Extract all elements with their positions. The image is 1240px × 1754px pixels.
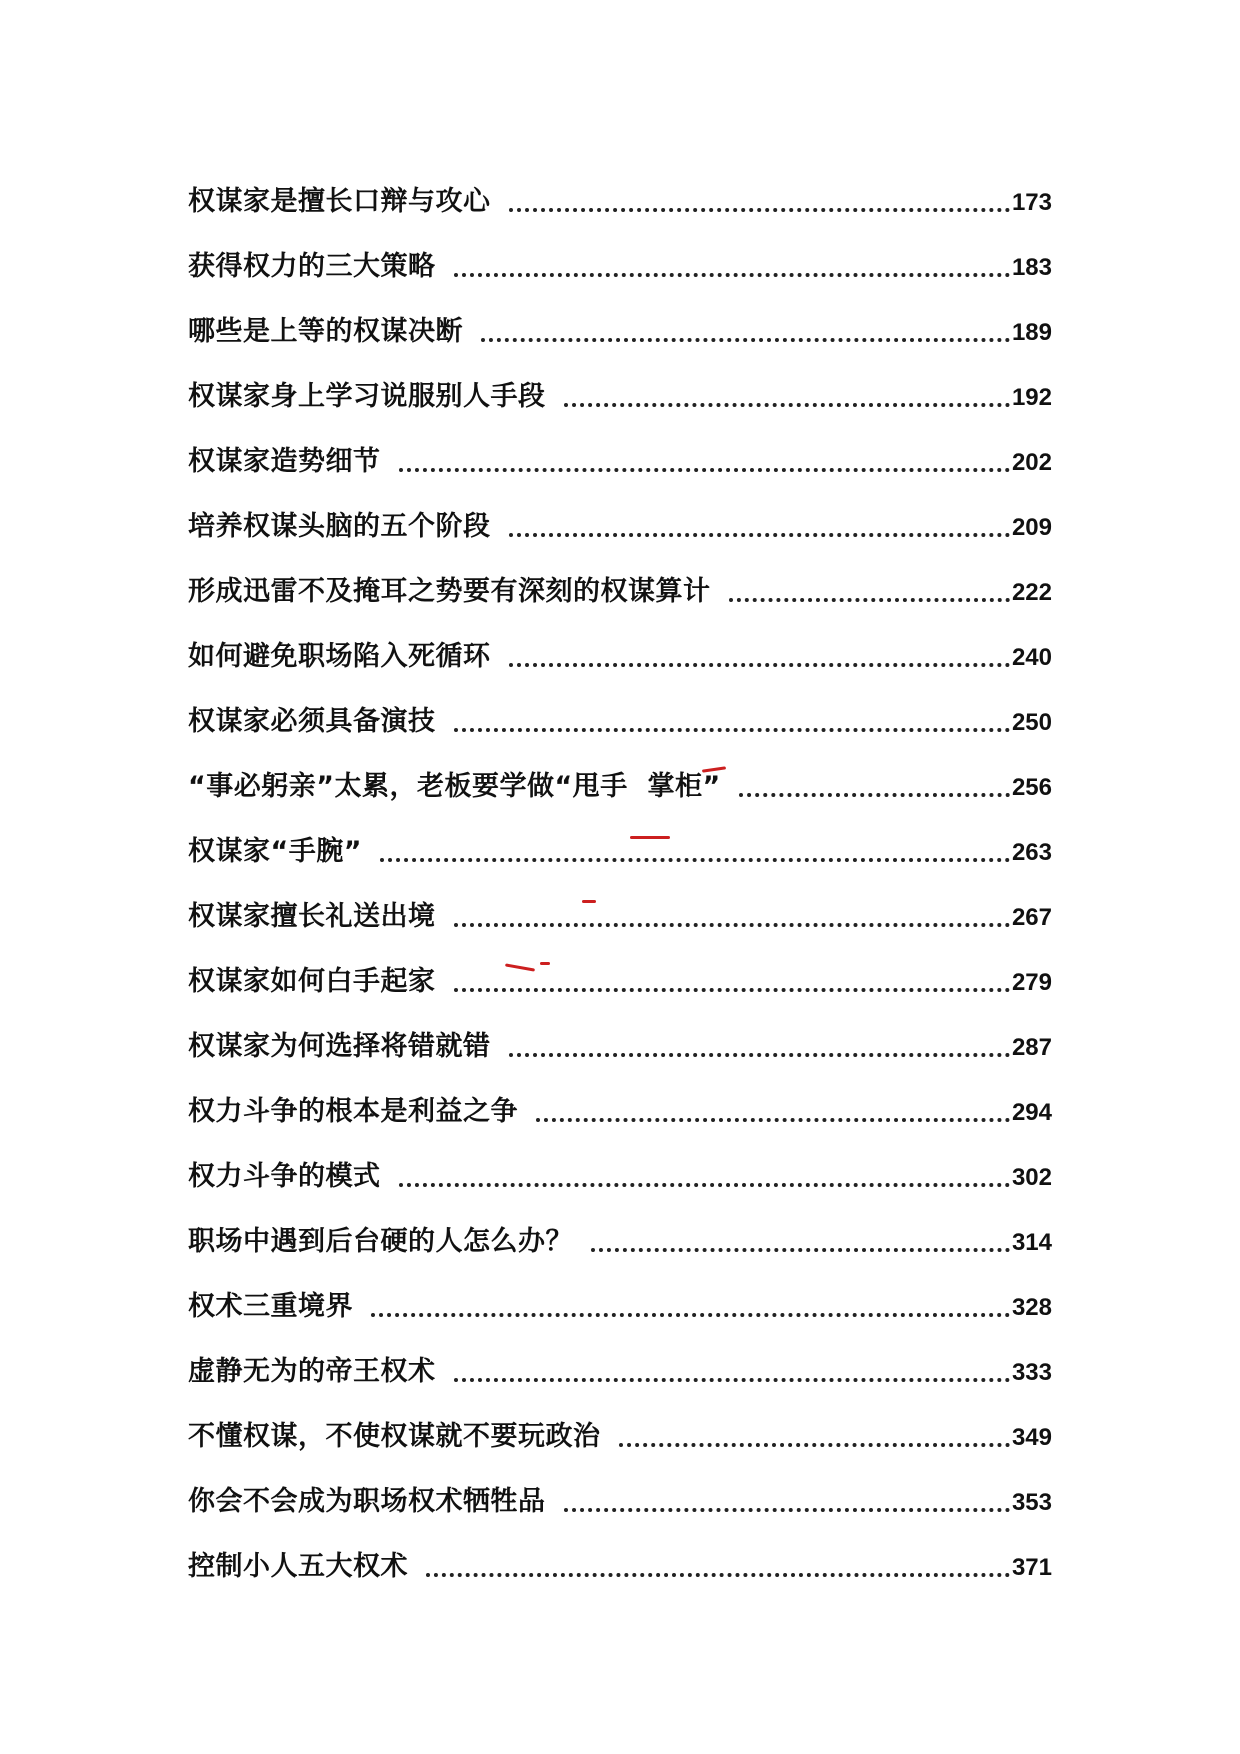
toc-entry[interactable] bbox=[188, 225, 1052, 290]
red-scan-mark bbox=[630, 836, 670, 839]
toc-entry[interactable] bbox=[188, 1525, 1052, 1590]
toc-entry-page: 173 bbox=[1011, 189, 1052, 216]
toc-dot-leader bbox=[454, 1378, 1010, 1382]
toc-dot-leader bbox=[454, 988, 1010, 992]
toc-entry-title: 权谋家是擅长口辩与攻心 bbox=[188, 186, 491, 217]
toc-entry-page: 287 bbox=[1011, 1034, 1052, 1061]
red-scan-mark bbox=[582, 900, 596, 903]
toc-entry-page: 328 bbox=[1011, 1294, 1052, 1321]
toc-dot-leader bbox=[380, 858, 1010, 862]
toc-entry-page: 294 bbox=[1011, 1099, 1052, 1126]
toc-entry-title: 虚静无为的帝王权术 bbox=[188, 1356, 436, 1387]
toc-dot-leader bbox=[399, 1183, 1010, 1187]
table-of-contents bbox=[188, 160, 1052, 1590]
toc-entry-title: 形成迅雷不及掩耳之势要有深刻的权谋算计 bbox=[188, 576, 711, 607]
toc-entry[interactable] bbox=[188, 940, 1052, 1005]
toc-entry-page: 263 bbox=[1011, 839, 1052, 866]
toc-entry-page: 256 bbox=[1011, 774, 1052, 801]
toc-entry-title: 权谋家“手腕” bbox=[188, 836, 362, 867]
toc-dot-leader bbox=[564, 1508, 1010, 1512]
toc-entry-title: “事必躬亲”太累，老板要学做“甩手 掌柜” bbox=[188, 771, 721, 802]
toc-dot-leader bbox=[509, 1053, 1010, 1057]
toc-entry-title: 权谋家身上学习说服别人手段 bbox=[188, 381, 546, 412]
toc-entry[interactable] bbox=[188, 420, 1052, 485]
toc-entry[interactable] bbox=[188, 355, 1052, 420]
toc-entry[interactable] bbox=[188, 680, 1052, 745]
toc-entry[interactable] bbox=[188, 160, 1052, 225]
toc-entry[interactable] bbox=[188, 810, 1052, 875]
toc-entry-title: 职场中遇到后台硬的人怎么办？ bbox=[188, 1226, 573, 1257]
toc-dot-leader bbox=[481, 338, 1010, 342]
toc-entry-page: 279 bbox=[1011, 969, 1052, 996]
toc-entry-page: 353 bbox=[1011, 1489, 1052, 1516]
toc-entry[interactable] bbox=[188, 1070, 1052, 1135]
toc-entry[interactable] bbox=[188, 1395, 1052, 1460]
toc-entry-page: 192 bbox=[1011, 384, 1052, 411]
toc-entry[interactable] bbox=[188, 550, 1052, 615]
toc-entry-page: 202 bbox=[1011, 449, 1052, 476]
toc-entry-page: 371 bbox=[1011, 1554, 1052, 1581]
toc-entry-title: 如何避免职场陷入死循环 bbox=[188, 641, 491, 672]
toc-entry[interactable] bbox=[188, 1460, 1052, 1525]
toc-dot-leader bbox=[564, 403, 1010, 407]
toc-entry-page: 267 bbox=[1011, 904, 1052, 931]
toc-entry[interactable] bbox=[188, 745, 1052, 810]
toc-entry-page: 349 bbox=[1011, 1424, 1052, 1451]
toc-dot-leader bbox=[454, 273, 1010, 277]
toc-entry-page: 302 bbox=[1011, 1164, 1052, 1191]
toc-dot-leader bbox=[454, 923, 1010, 927]
toc-entry-page: 209 bbox=[1011, 514, 1052, 541]
toc-entry[interactable] bbox=[188, 1200, 1052, 1265]
toc-entry[interactable] bbox=[188, 615, 1052, 680]
toc-entry-title: 不懂权谋，不使权谋就不要玩政治 bbox=[188, 1421, 601, 1452]
toc-dot-leader bbox=[729, 598, 1010, 602]
toc-dot-leader bbox=[591, 1248, 1010, 1252]
toc-entry[interactable] bbox=[188, 875, 1052, 940]
toc-entry-page: 183 bbox=[1011, 254, 1052, 281]
toc-entry-title: 培养权谋头脑的五个阶段 bbox=[188, 511, 491, 542]
red-scan-mark bbox=[540, 962, 550, 965]
toc-entry-title: 权谋家造势细节 bbox=[188, 446, 381, 477]
toc-entry-title: 权谋家擅长礼送出境 bbox=[188, 901, 436, 932]
toc-entry[interactable] bbox=[188, 485, 1052, 550]
toc-entry-title: 控制小人五大权术 bbox=[188, 1551, 408, 1582]
toc-entry-title: 你会不会成为职场权术牺牲品 bbox=[188, 1486, 546, 1517]
toc-dot-leader bbox=[619, 1443, 1010, 1447]
toc-entry-page: 222 bbox=[1011, 579, 1052, 606]
toc-entry-title: 权力斗争的根本是利益之争 bbox=[188, 1096, 518, 1127]
toc-entry-page: 333 bbox=[1011, 1359, 1052, 1386]
toc-entry-title: 获得权力的三大策略 bbox=[188, 251, 436, 282]
toc-entry-page: 240 bbox=[1011, 644, 1052, 671]
toc-entry[interactable] bbox=[188, 1265, 1052, 1330]
toc-entry[interactable] bbox=[188, 1135, 1052, 1200]
toc-entry-title: 权术三重境界 bbox=[188, 1291, 353, 1322]
toc-dot-leader bbox=[509, 533, 1010, 537]
toc-entry[interactable] bbox=[188, 1330, 1052, 1395]
toc-dot-leader bbox=[371, 1313, 1010, 1317]
toc-entry-title: 权谋家必须具备演技 bbox=[188, 706, 436, 737]
toc-entry-page: 314 bbox=[1011, 1229, 1052, 1256]
toc-entry-page: 250 bbox=[1011, 709, 1052, 736]
toc-dot-leader bbox=[536, 1118, 1010, 1122]
toc-entry-title: 权谋家如何白手起家 bbox=[188, 966, 436, 997]
toc-dot-leader bbox=[509, 663, 1010, 667]
toc-dot-leader bbox=[739, 793, 1010, 797]
toc-dot-leader bbox=[454, 728, 1010, 732]
toc-dot-leader bbox=[426, 1573, 1010, 1577]
toc-entry-page: 189 bbox=[1011, 319, 1052, 346]
toc-entry[interactable] bbox=[188, 1005, 1052, 1070]
toc-entry[interactable] bbox=[188, 290, 1052, 355]
toc-dot-leader bbox=[509, 208, 1010, 212]
toc-entry-title: 哪些是上等的权谋决断 bbox=[188, 316, 463, 347]
toc-entry-title: 权力斗争的模式 bbox=[188, 1161, 381, 1192]
toc-dot-leader bbox=[399, 468, 1010, 472]
toc-entry-title: 权谋家为何选择将错就错 bbox=[188, 1031, 491, 1062]
